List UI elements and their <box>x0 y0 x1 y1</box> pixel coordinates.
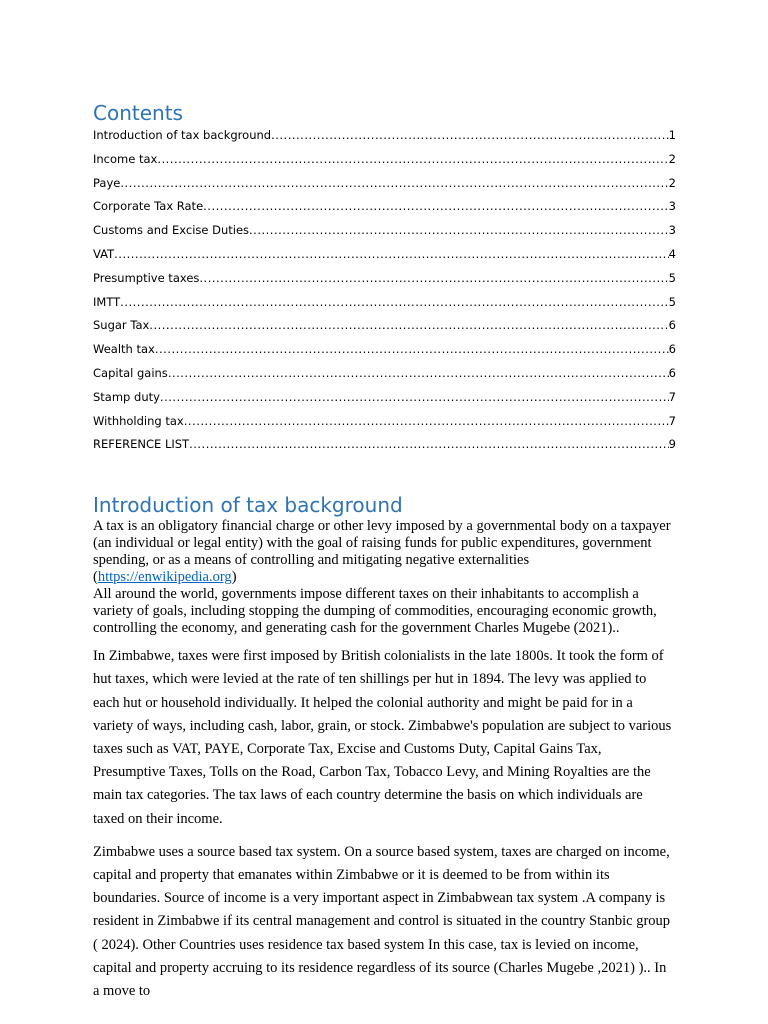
toc-entry-title: VAT <box>93 246 115 261</box>
toc-leader-dots <box>184 412 669 430</box>
toc-entry[interactable] <box>93 340 676 364</box>
toc-leader-dots <box>157 150 668 168</box>
toc-entry-page: 2 <box>668 175 676 190</box>
toc-entry-page: 9 <box>668 437 676 452</box>
paragraph-1 <box>93 518 676 586</box>
toc-entry-title: Corporate Tax Rate <box>93 199 204 214</box>
paragraph-1-text: A tax is an obligatory financial charge or other levy imposed by a governmental body on a taxpayer (an individual or legal entity) with the goal of raising funds for public expenditures, government spending, or as a means of controlling and mitigating negative externalities ( <box>93 518 671 586</box>
toc-entry-page: 3 <box>668 199 676 214</box>
toc-entry-title: Income tax <box>93 151 158 166</box>
toc-entry-title: Stamp duty <box>93 389 160 404</box>
toc-entry-title: Wealth tax <box>93 342 155 357</box>
toc-entry-title: Introduction of tax background <box>93 128 272 142</box>
toc-entry-title: Capital gains <box>93 365 168 380</box>
toc-entry-title: Sugar Tax <box>93 318 150 333</box>
paragraph-1-close: ) <box>231 569 237 586</box>
toc-entry[interactable] <box>93 126 676 150</box>
toc-entry[interactable] <box>93 388 676 412</box>
toc-entry-title: Presumptive taxes <box>93 270 200 285</box>
toc-entry[interactable] <box>93 269 676 293</box>
toc-entry-title: REFERENCE LIST <box>93 437 190 452</box>
toc-leader-dots <box>189 435 669 453</box>
toc-leader-dots <box>120 174 668 192</box>
toc-leader-dots <box>160 388 669 406</box>
toc-entry-page: 5 <box>668 270 676 285</box>
toc-leader-dots <box>168 364 669 382</box>
toc-entry-title: Paye <box>93 175 121 190</box>
toc-entry[interactable] <box>93 245 676 269</box>
toc-entry-page: 4 <box>668 246 676 261</box>
toc-entry[interactable] <box>93 150 676 174</box>
section-heading: Introduction of tax background <box>93 493 403 518</box>
toc-entry-title: Withholding tax <box>93 413 184 428</box>
toc-entry-page: 3 <box>668 223 676 238</box>
toc-entry-page: 6 <box>668 318 676 333</box>
toc-entry-page: 5 <box>668 294 676 309</box>
toc-leader-dots <box>114 245 669 263</box>
toc-entry[interactable] <box>93 293 676 317</box>
toc-leader-dots <box>149 316 668 334</box>
toc-leader-dots <box>203 197 669 215</box>
toc-entry[interactable] <box>93 364 676 388</box>
paragraph-2: All around the world, governments impose different taxes on their inhabitants to accomplish a variety of goals, including stopping the dumping of commodities, encouraging economic growth, controlling the economy, and generating cash for the government Charles Mugebe (2021).. <box>93 586 657 637</box>
toc-entry-page: 7 <box>668 413 676 428</box>
toc-entry-page: 2 <box>668 151 676 166</box>
toc-entry-page: 7 <box>668 389 676 404</box>
toc-entry-page: 6 <box>668 365 676 380</box>
wikipedia-link[interactable]: https://enwikipedia.org <box>97 569 232 586</box>
toc-entry-page: 6 <box>668 342 676 357</box>
toc-leader-dots <box>249 221 669 239</box>
toc-entry[interactable] <box>93 197 676 221</box>
toc-leader-dots <box>199 269 668 287</box>
toc-entry[interactable] <box>93 174 676 198</box>
toc-heading: Contents <box>93 101 183 125</box>
toc-entry-title: Customs and Excise Duties <box>93 223 250 238</box>
toc-leader-dots <box>155 340 669 358</box>
paragraph-4: Zimbabwe uses a source based tax system. On a source based system, taxes are charged on income, capital and property that emanates within Zimbabwe or it is deemed to be from within its boundaries. Source of income is a very important aspect in Zimbabwean tax system .A company is resident in Zimbabwe if its central management and control is situated in the country Stanbic group ( 2024). Other Countries uses residence tax based system In this case, tax is levied on income, capital and property accruing to its residence regardless of its source (Charles Mugebe ,2021) ).. In a move to <box>93 843 671 999</box>
document-page <box>93 100 676 1003</box>
toc-entry[interactable] <box>93 316 676 340</box>
paragraph-3: In Zimbabwe, taxes were first imposed by British colonialists in the late 1800s. It took the form of hut taxes, which were levied at the rate of ten shillings per hut in 1894. The levy was applied to each hut or household individually. It helped the colonial authority and might be paid for in a variety of ways, including cash, labor, grain, or stock. Zimbabwe's population are subject to various taxes such as VAT, PAYE, Corporate Tax, Excise and Customs Duty, Capital Gains Tax, Presumptive Taxes, Tolls on the Road, Carbon Tax, Tobacco Levy, and Mining Royalties are the main tax categories. The tax laws of each country determine the basis on which individuals are taxed on their income. <box>93 648 672 827</box>
toc-leader-dots <box>271 126 669 144</box>
toc-entry[interactable] <box>93 412 676 436</box>
toc-entry-page: 1 <box>668 128 676 142</box>
toc-entry[interactable] <box>93 435 676 459</box>
toc-leader-dots <box>120 293 669 311</box>
toc-entry-title: IMTT <box>93 294 121 309</box>
table-of-contents <box>93 126 676 459</box>
toc-entry[interactable] <box>93 221 676 245</box>
